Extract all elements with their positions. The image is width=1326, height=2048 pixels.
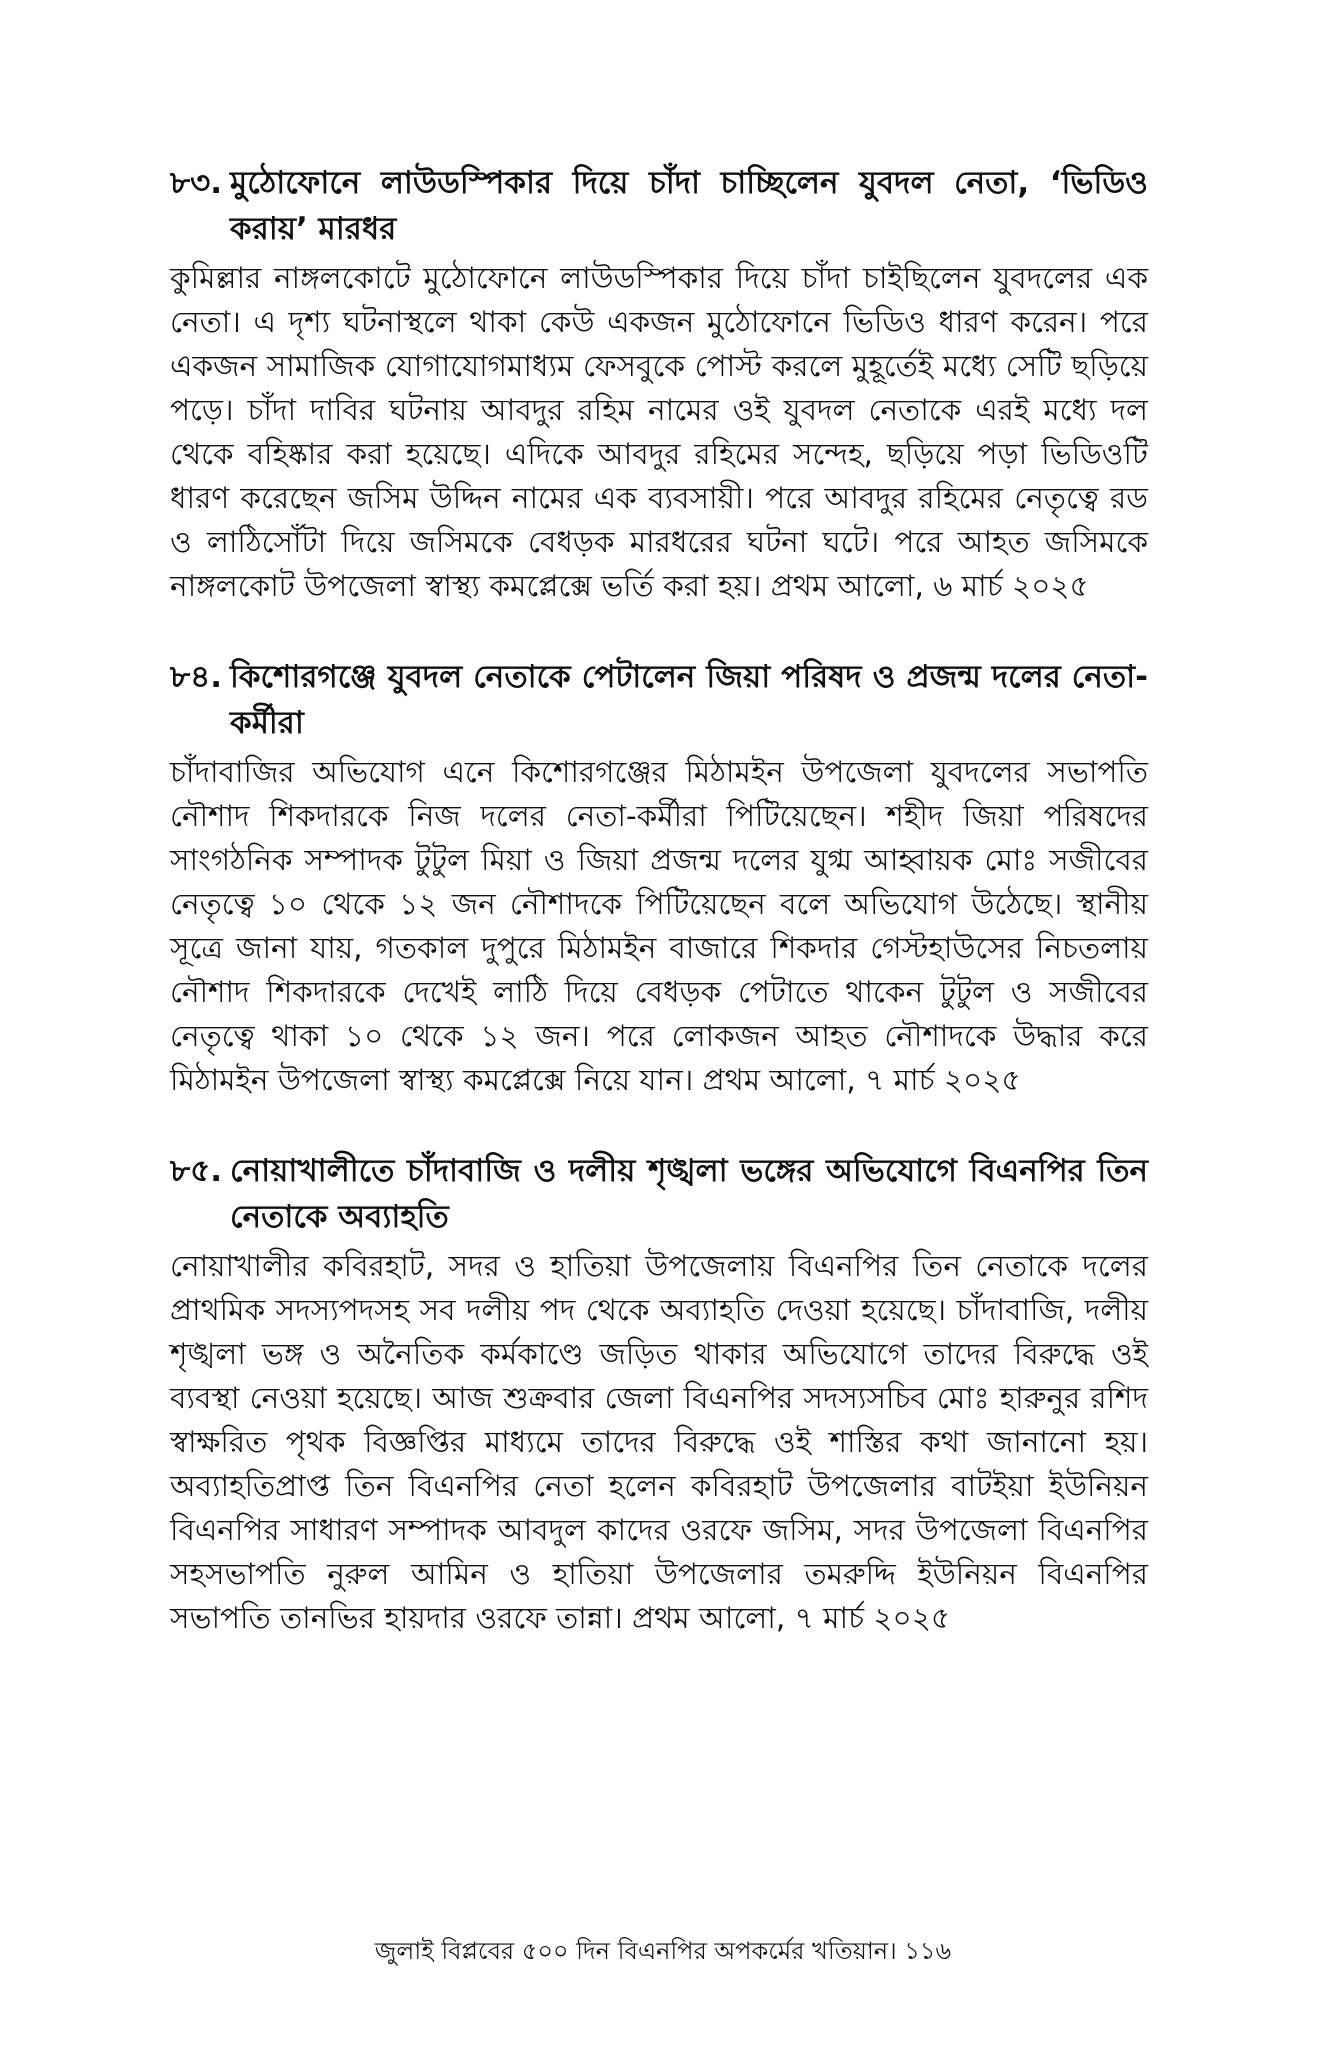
entry-body: চাঁদাবাজির অভিযোগ এনে কিশোরগঞ্জের মিঠামইন উপজেলা যুবদলের সভাপতি নৌশাদ শিকদারকে নিজ দলের নেতা-কর্মীরা পিটিয়েছেন। শহীদ জিয়া পরিষদের সাংগঠনিক সম্পাদক টুটুল মিয়া ও জিয়া প্রজন্ম দলের যুগ্ম আহ্বায়ক মোঃ সজীবের নেতৃত্বে ১০ থেকে ১২ জন নৌশাদকে পিটিয়েছেন বলে অভিযোগ উঠেছে। স্থানীয় সূত্রে জানা যায়, গতকাল দুপুরে মিঠামইন বাজারে শিকদার গেস্টহাউসের নিচতলায় নৌশাদ শিকদারকে দেখেই লাঠি দিয়ে বেধড়ক পেটাতে থাকেন টুটুল ও সজীবের নেতৃত্বে থাকা ১০ থেকে ১২ জন। পরে লোকজন আহত নৌশাদকে উদ্ধার করে মিঠামইন উপজেলা স্বাস্থ্য কমপ্লেক্সে নিয়ে যান। প্রথম আলো, ৭ মার্চ ২০২৫ xyxy=(170,755,1148,1097)
entry-heading xyxy=(170,160,1148,252)
entry-number: ৮৪. xyxy=(170,659,223,695)
entry-number: ৮৩. xyxy=(170,165,223,201)
document-page xyxy=(170,160,1148,1686)
entry-body: কুমিল্লার নাঙ্গলকোটে মুঠোফোনে লাউডস্পিকার দিয়ে চাঁদা চাইছিলেন যুবদলের এক নেতা। এ দৃশ্য ঘটনাস্থলে থাকা কেউ একজন মুঠোফোনে ভিডিও ধারণ করেন। পরে একজন সামাজিক যোগাযোগমাধ্যম ফেসবুকে পোস্ট করলে মুহূর্তেই মধ্যে সেটি ছড়িয়ে পড়ে। চাঁদা দাবির ঘটনায় আবদুর রহিম নামের ওই যুবদল নেতাকে এরই মধ্যে দল থেকে বহিষ্কার করা হয়েছে। এদিকে আবদুর রহিমের সন্দেহ, ছড়িয়ে পড়া ভিডিওটি ধারণ করেছেন জসিম উদ্দিন নামের এক ব্যবসায়ী। পরে আবদুর রহিমের নেতৃত্বে রড ও লাঠিসোঁটা দিয়ে জসিমকে বেধড়ক মারধরের ঘটনা ঘটে। পরে আহত জসিমকে নাঙ্গলকোট উপজেলা স্বাস্থ্য কমপ্লেক্সে ভর্তি করা হয়। প্রথম আলো, ৬ মার্চ ২০২৫ xyxy=(170,261,1148,603)
entry-title: নোয়াখালীতে চাঁদাবাজি ও দলীয় শৃঙ্খলা ভঙ্গের অভিযোগে বিএনপির তিন নেতাকে অব্যাহতি xyxy=(230,1153,1148,1235)
news-entry-84 xyxy=(170,654,1148,1102)
entry-heading xyxy=(170,654,1148,746)
news-entry-83 xyxy=(170,160,1148,608)
entry-title: মুঠোফোনে লাউডস্পিকার দিয়ে চাঁদা চাচ্ছিলেন যুবদল নেতা, ‘ভিডিও করায়’ মারধর xyxy=(230,165,1148,247)
entry-title: কিশোরগঞ্জে যুবদল নেতাকে পেটালেন জিয়া পরিষদ ও প্রজন্ম দলের নেতা-কর্মীরা xyxy=(230,659,1148,741)
entry-body: নোয়াখালীর কবিরহাট, সদর ও হাতিয়া উপজেলায় বিএনপির তিন নেতাকে দলের প্রাথমিক সদস্যপদসহ সব দলীয় পদ থেকে অব্যাহতি দেওয়া হয়েছে। চাঁদাবাজি, দলীয় শৃঙ্খলা ভঙ্গ ও অনৈতিক কর্মকাণ্ডে জড়িত থাকার অভিযোগে তাদের বিরুদ্ধে ওই ব্যবস্থা নেওয়া হয়েছে। আজ শুক্রবার জেলা বিএনপির সদস্যসচিব মোঃ হারুনুর রশিদ স্বাক্ষরিত পৃথক বিজ্ঞপ্তির মাধ্যমে তাদের বিরুদ্ধে ওই শাস্তির কথা জানানো হয়। অব্যাহতিপ্রাপ্ত তিন বিএনপির নেতা হলেন কবিরহাট উপজেলার বাটইয়া ইউনিয়ন বিএনপির সাধারণ সম্পাদক আবদুল কাদের ওরফে জসিম, সদর উপজেলা বিএনপির সহসভাপতি নুরুল আমিন ও হাতিয়া উপজেলার তমরুদ্দি ইউনিয়ন বিএনপির সভাপতি তানভির হায়দার ওরফে তান্না। প্রথম আলো, ৭ মার্চ ২০২৫ xyxy=(170,1249,1148,1635)
entry-heading xyxy=(170,1148,1148,1240)
news-entry-85 xyxy=(170,1148,1148,1640)
entry-number: ৮৫. xyxy=(170,1153,223,1189)
page-footer: জুলাই বিপ্লবের ৫০০ দিন বিএনপির অপকর্মের খতিয়ান। ১১৬ xyxy=(374,1937,952,1965)
